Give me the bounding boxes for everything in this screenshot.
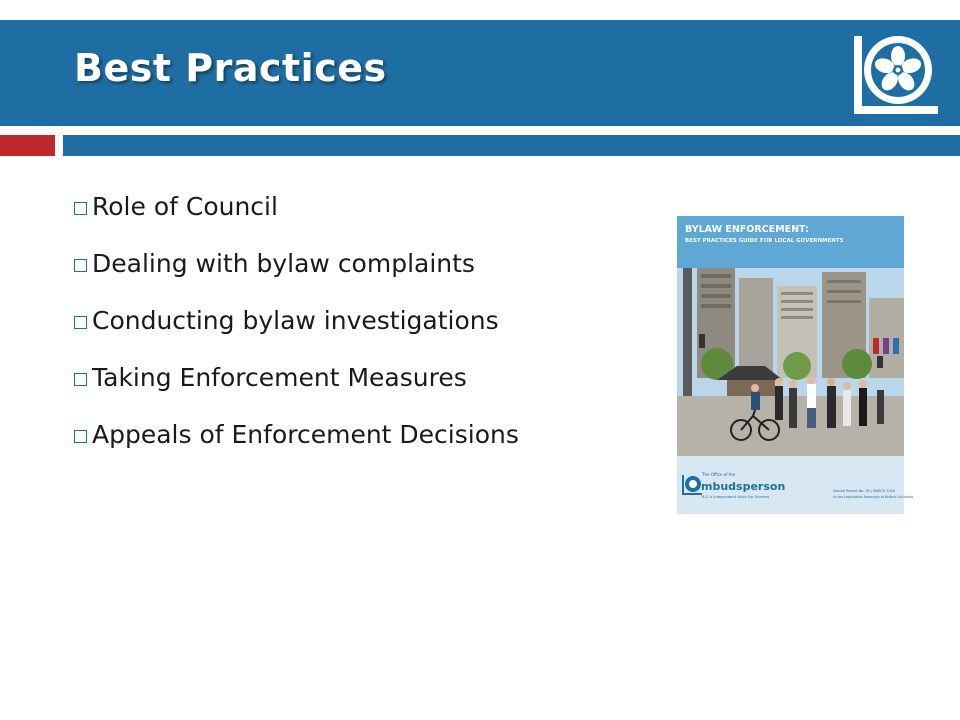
street-scene-photo <box>677 268 904 456</box>
report-line: Special Report No. 36 | MARCH 2016 <box>833 489 895 493</box>
footer-report-info <box>833 488 913 500</box>
accent-bar-blue <box>63 135 960 156</box>
bullet-item <box>74 292 519 349</box>
bullet-text: Appeals of Enforcement Decisions <box>92 420 519 449</box>
footer-brand: mbudsperson <box>701 480 786 493</box>
bullet-item <box>74 235 519 292</box>
bullet-text: Taking Enforcement Measures <box>92 363 467 392</box>
report-line: to the Legislative Assembly of British Columbia <box>833 495 914 499</box>
square-bullet-icon <box>74 316 87 329</box>
square-bullet-icon <box>74 373 87 386</box>
bullet-text: Conducting bylaw investigations <box>92 306 499 335</box>
cover-subtitle: BEST PRACTICES GUIDE FOR LOCAL GOVERNMENTS <box>685 238 844 244</box>
square-bullet-icon <box>74 259 87 272</box>
square-bullet-icon <box>74 202 87 215</box>
footer-tagline: B.C.'s Independent Voice For Fairness <box>702 495 770 499</box>
bullet-text: Dealing with bylaw complaints <box>92 249 475 278</box>
bullet-list <box>74 178 519 463</box>
ombudsperson-logo-icon <box>681 474 703 496</box>
square-bullet-icon <box>74 430 87 443</box>
bullet-item <box>74 349 519 406</box>
bullet-text: Role of Council <box>92 192 278 221</box>
report-cover-image <box>677 216 914 514</box>
slide-title: Best Practices <box>74 46 387 90</box>
ombudsperson-flower-logo-icon <box>846 30 942 120</box>
bullet-item <box>74 178 519 235</box>
footer-office-label: The Office of the <box>702 472 736 477</box>
bullet-item <box>74 406 519 463</box>
cover-title: BYLAW ENFORCEMENT: <box>685 224 809 235</box>
accent-bar-red <box>0 135 55 156</box>
